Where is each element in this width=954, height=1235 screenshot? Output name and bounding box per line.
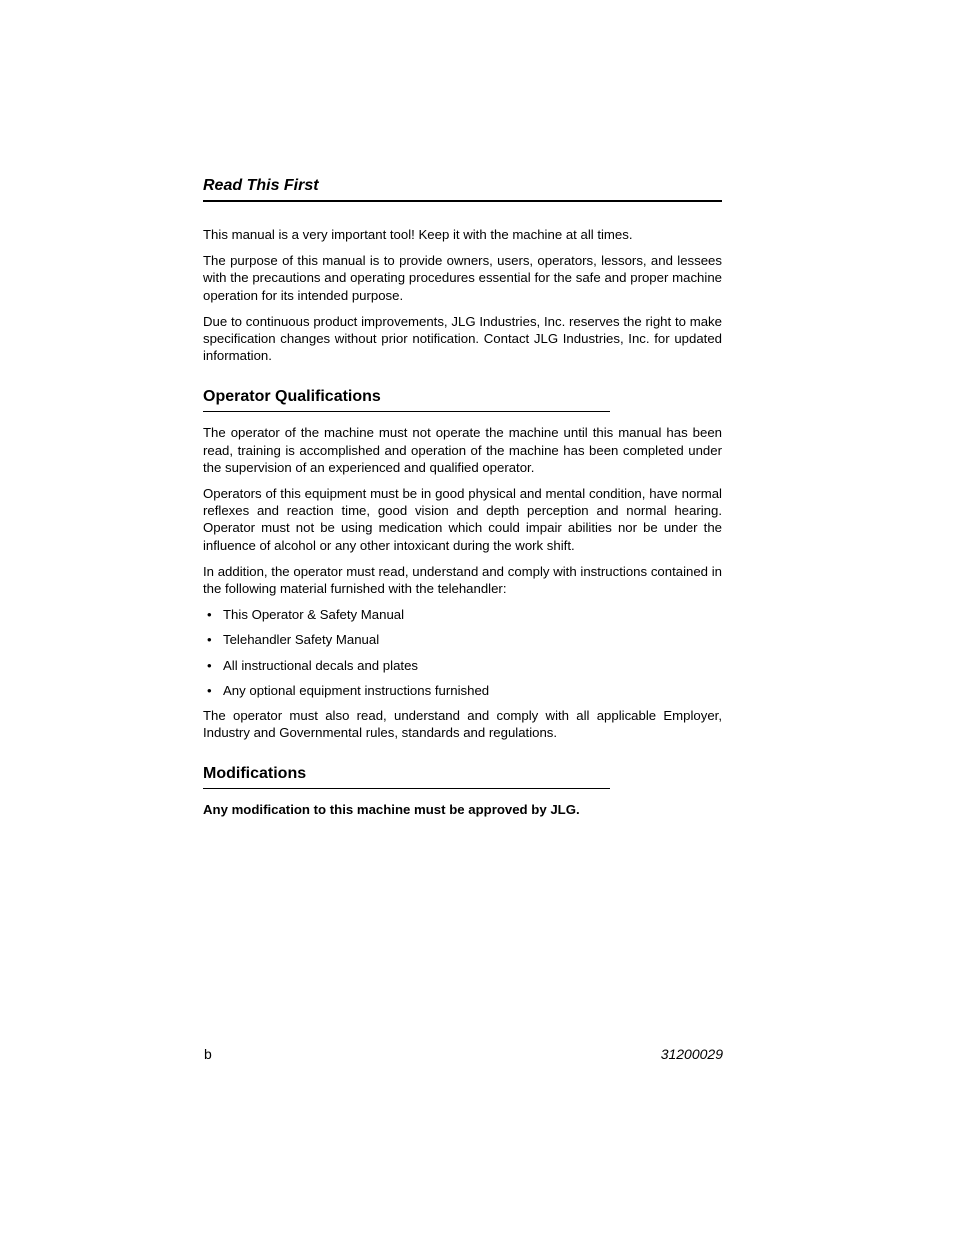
list-item-text: Any optional equipment instructions furnished bbox=[223, 682, 490, 698]
modifications-rule bbox=[203, 788, 610, 789]
page-letter: b bbox=[204, 1046, 212, 1062]
required-materials-list bbox=[203, 606, 722, 699]
spacer bbox=[203, 750, 722, 764]
intro-paragraph-2: The purpose of this manual is to provide owners, users, operators, lessors, and lessees with the precautions and operating procedures essential for the safe and proper machine operation for its intended purpose. bbox=[203, 253, 722, 303]
operator-qualifications-rule bbox=[203, 411, 610, 412]
modifications-heading: Modifications bbox=[203, 765, 307, 783]
spacer bbox=[203, 373, 722, 387]
list-item bbox=[203, 657, 722, 674]
operator-paragraph-3: In addition, the operator must read, understand and comply with instructions contained in the following material furnished with the telehandler: bbox=[203, 563, 722, 597]
operator-paragraph-1: The operator of the machine must not operate the machine until this manual has been read, training is accomplished and operation of the machine has been completed under the supervision of an experienced and qualified operator. bbox=[203, 425, 722, 475]
bullet-icon: • bbox=[207, 657, 212, 673]
operator-paragraph-4: The operator must also read, understand and comply with all applicable Employer, Industry and Governmental rules, standards and regulations. bbox=[203, 708, 722, 741]
bullet-icon: • bbox=[207, 682, 212, 698]
operator-qualifications-heading: Operator Qualifications bbox=[203, 388, 381, 406]
section-title-rule bbox=[203, 200, 722, 202]
list-item bbox=[203, 631, 722, 648]
list-item bbox=[203, 682, 722, 699]
page-content bbox=[203, 176, 722, 828]
list-item-text: All instructional decals and plates bbox=[223, 657, 418, 673]
list-item-text: Telehandler Safety Manual bbox=[223, 632, 380, 648]
bullet-icon: • bbox=[207, 607, 212, 623]
modifications-paragraph: Any modification to this machine must be approved by JLG. bbox=[203, 802, 580, 818]
section-title: Read This First bbox=[203, 177, 319, 194]
document-number: 31200029 bbox=[660, 1046, 723, 1062]
bullet-icon: • bbox=[207, 632, 212, 648]
list-item bbox=[203, 606, 722, 623]
intro-paragraph-1: This manual is a very important tool! Keep it with the machine at all times. bbox=[203, 227, 633, 242]
operator-paragraph-2: Operators of this equipment must be in good physical and mental condition, have normal reflexes and reaction time, good vision and depth perception and normal hearing. Operator must not be using medication which could impair abilities nor be under the influence of alcohol or any other intoxicant during the work shift. bbox=[203, 486, 722, 553]
list-item-text: This Operator & Safety Manual bbox=[223, 607, 405, 623]
intro-paragraph-3: Due to continuous product improvements, JLG Industries, Inc. reserves the right to make specification changes without prior notification. Contact JLG Industries, Inc. for updated information. bbox=[203, 313, 722, 364]
